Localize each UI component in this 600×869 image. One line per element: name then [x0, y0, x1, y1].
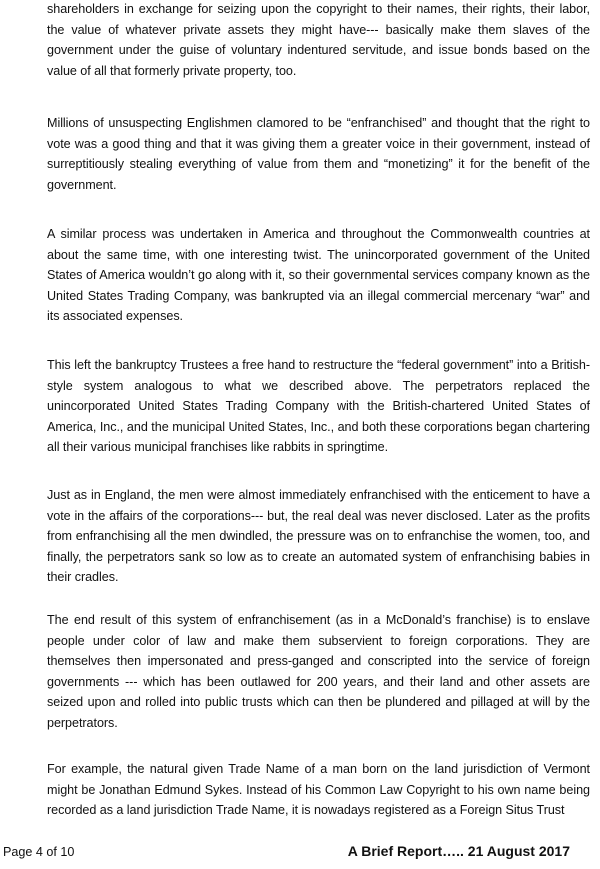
- paragraph-2: Millions of unsuspecting Englishmen clamored to be “enfranchised” and thought that the right to vote was a good thing and that it was giving them a greater voice in their government, instead of surreptitiously stealing everything of value from them and “monetizing” it for the benefit of the government.: [47, 116, 590, 192]
- paragraph-5: Just as in England, the men were almost immediately enfranchised with the enticement to have a vote in the affairs of the corporations--- but, the real deal was never disclosed. Later as the profits from enfranchising all the men dwindled, the pressure was on to enfranchise the women, too, and finally, the perpetrators sank so low as to create an automated system of enfranchising babies in their cradles.: [47, 488, 590, 585]
- report-title-date: A Brief Report….. 21 August 2017: [347, 843, 570, 859]
- paragraph-3: A similar process was undertaken in America and throughout the Commonwealth countries at about the same time, with one interesting twist. The unincorporated government of the United States of America wouldn’t go along with it, so their governmental services company known as the United States Trading Company, was bankrupted via an illegal commercial mercenary “war” and its associated expenses.: [47, 227, 590, 324]
- paragraph-1: shareholders in exchange for seizing upon the copyright to their names, their rights, their labor, the value of whatever private assets they might have--- basically make them slaves of the government under the guise of voluntary indentured servitude, and issue bonds based on the value of all that formerly private property, too.: [47, 2, 590, 78]
- page-number: Page 4 of 10: [3, 845, 75, 859]
- paragraph-7: For example, the natural given Trade Name of a man born on the land jurisdiction of Vermont might be Jonathan Edmund Sykes. Instead of his Common Law Copyright to his own name being recorded as a land jurisdiction Trade Name, it is nowadays registered as a Foreign Situs Trust: [47, 762, 590, 818]
- paragraph-4: This left the bankruptcy Trustees a free hand to restructure the “federal government” into a British-style system analogous to what we described above. The perpetrators replaced the unincorporated United States Trading Company with the British-chartered United States of America, Inc., and the municipal United States, Inc., and both these corporations began chartering all their various municipal franchises like rabbits in springtime.: [47, 358, 590, 455]
- paragraph-6: The end result of this system of enfranchisement (as in a McDonald’s franchise) is to enslave people under color of law and make them subservient to foreign corporations. They are themselves then impersonated and press-ganged and conscripted into the service of foreign governments --- which has been outlawed for 200 years, and their land and other assets are seized upon and rolled into public trusts which can then be plundered and pillaged at will by the perpetrators.: [47, 613, 590, 730]
